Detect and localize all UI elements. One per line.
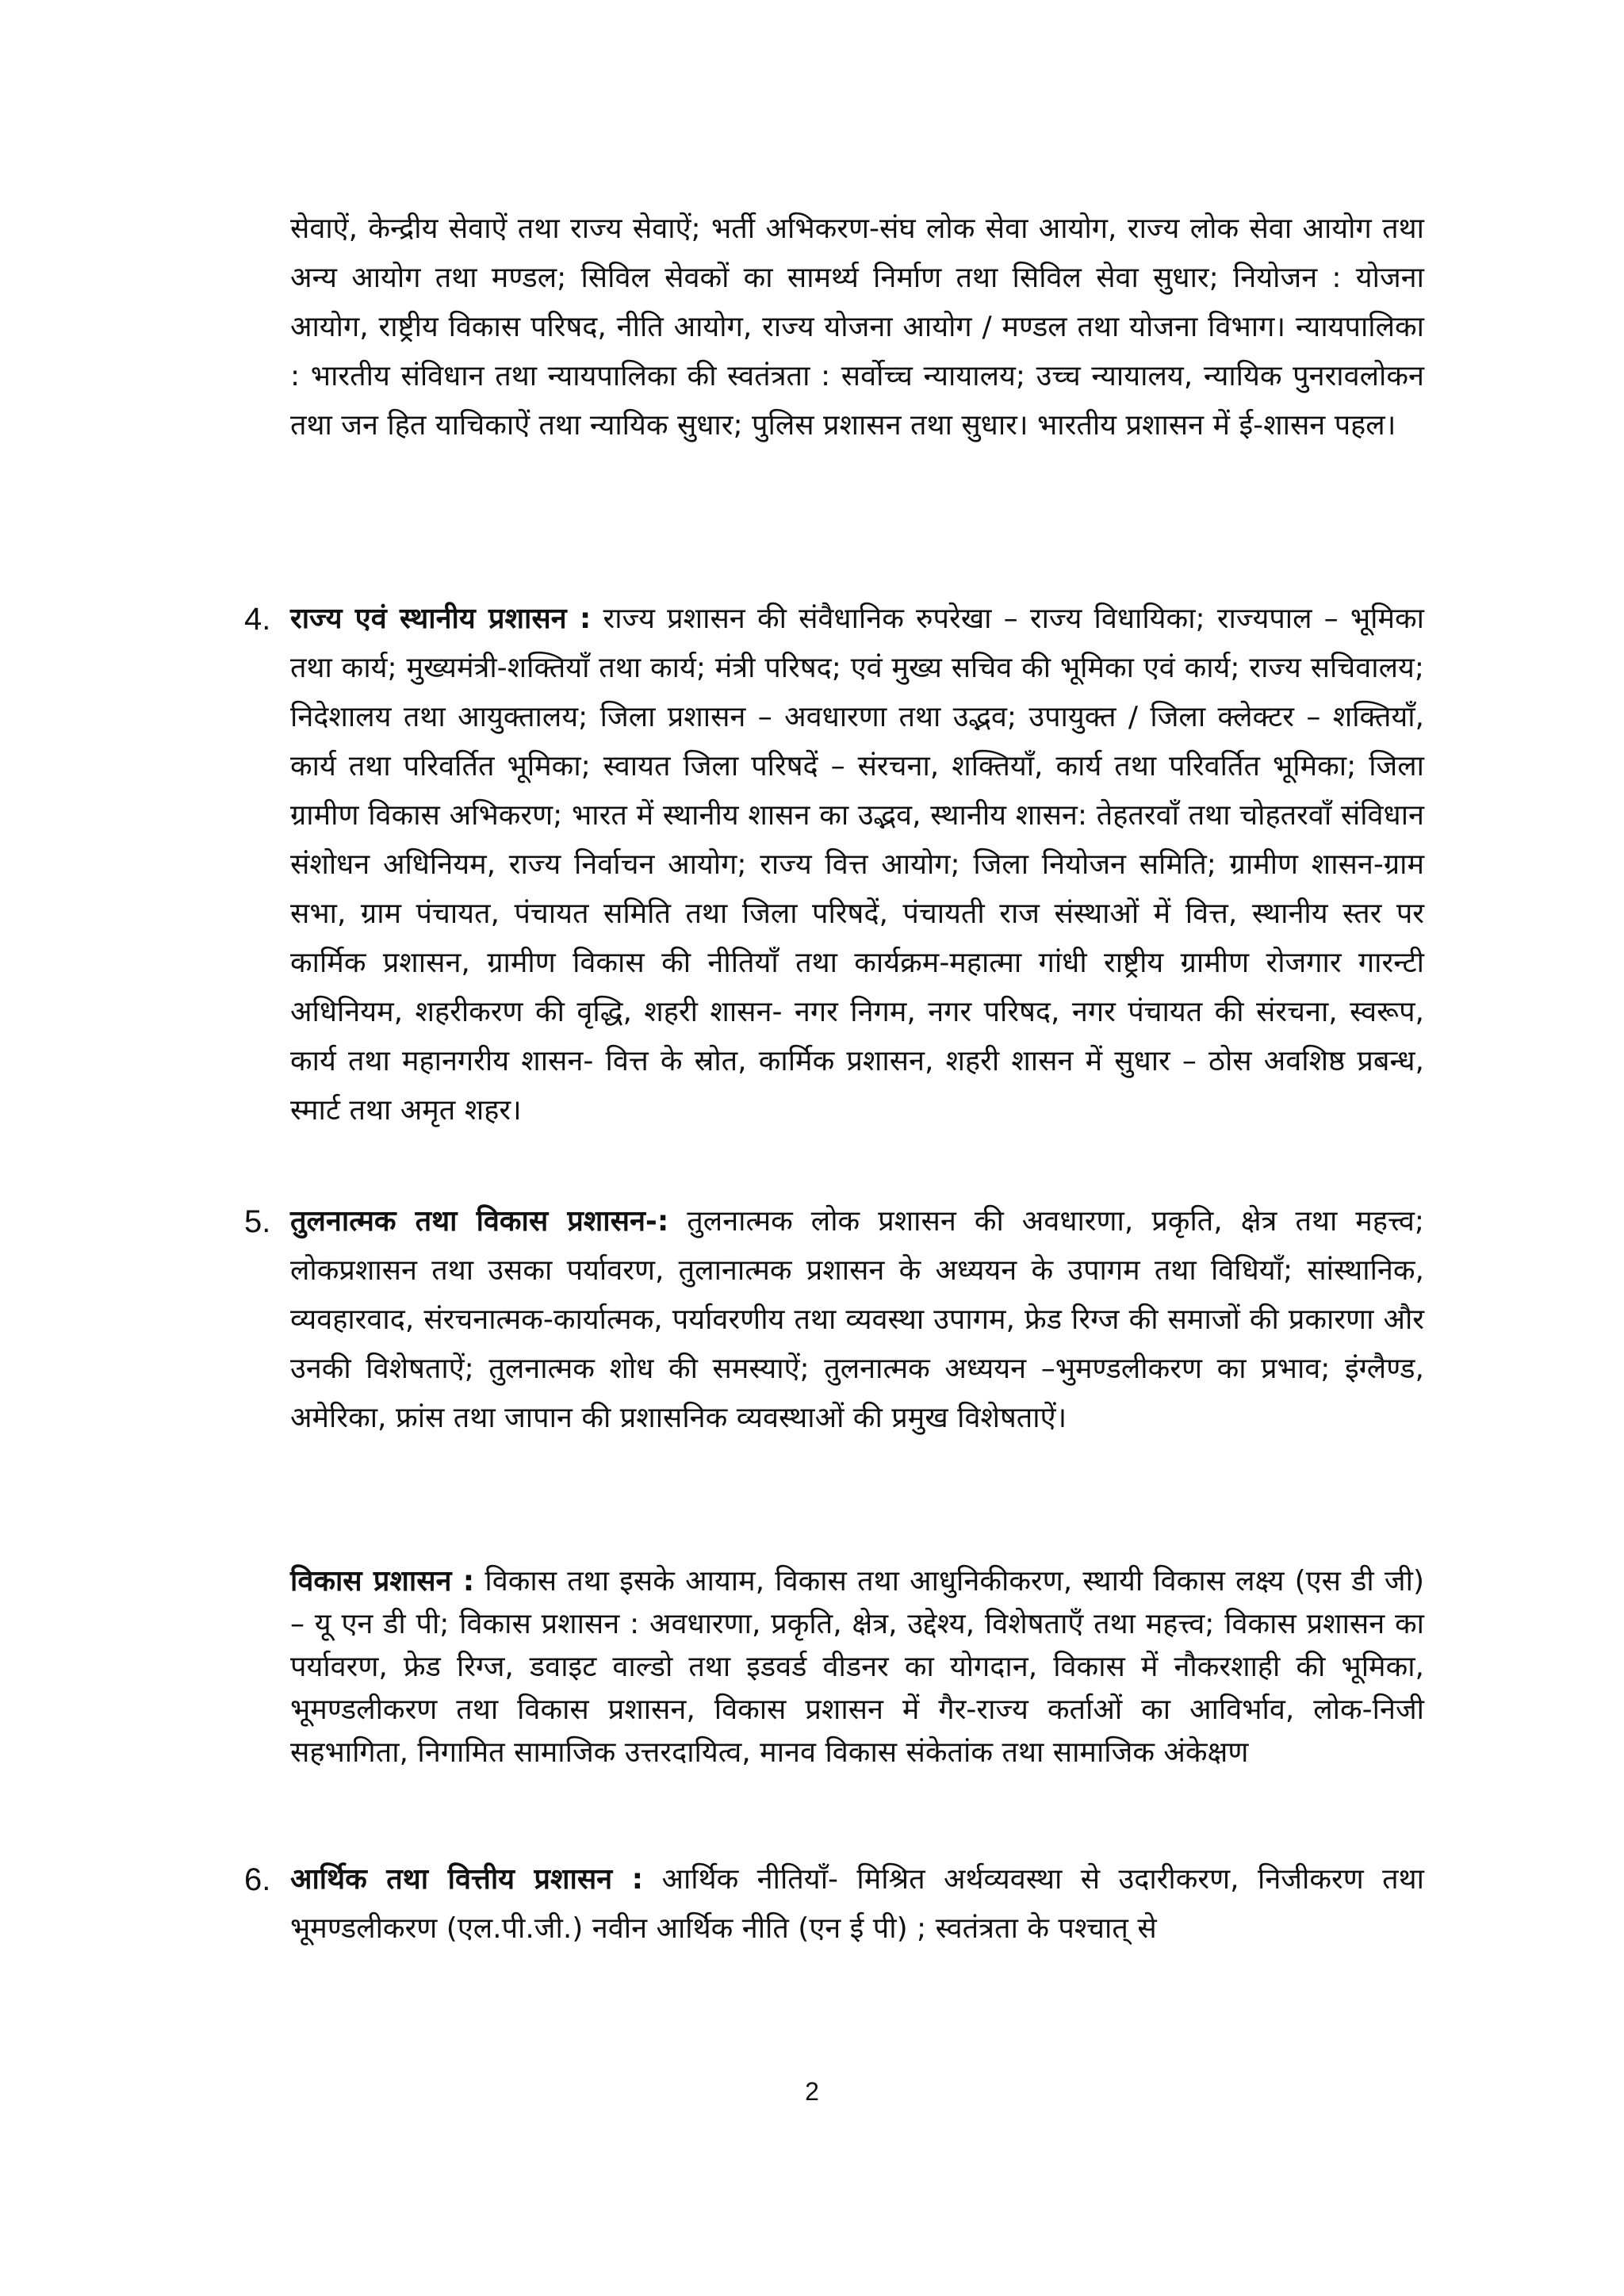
section-6-heading: आर्थिक तथा वित्तीय प्रशासन : <box>290 1863 644 1896</box>
development-admin-heading: विकास प्रशासन : <box>290 1565 475 1598</box>
intro-paragraph <box>290 205 1424 450</box>
section-5-text: तुलनात्मक लोक प्रशासन की अवधारणा, प्रकृति, क्षेत्र तथा महत्त्व; लोकप्रशासन तथा उसका पर्यावरण, तुलानात्मक प्रशासन के अध्ययन के उपागम तथा विधियाँ; सांस्थानिक, व्यवहारवाद, संरचनात्मक-कार्यात्मक, पर्यावरणीय तथा व्यवस्था उपागम, फ्रेड रिग्ज की समाजों की प्रकारणा और उनकी विशेषताऐं; तुलनात्मक शोध की समस्याऐं; तुलनात्मक अध्ययन –भुमण्डलीकरण का प्रभाव; इंग्लैण्ड, अमेरिका, फ्रांस तथा जापान की प्रशासनिक व्यवस्थाओं की प्रमुख विशेषताऐं। <box>290 1205 1424 1434</box>
section-6-text: आर्थिक नीतियाँ- मिश्रित अर्थव्यवस्था से उदारीकरण, निजीकरण तथा भूमण्डलीकरण (एल.पी.जी.) नवीन आर्थिक नीति (एन ई पी) ; स्वतंत्रता के पश्चात् से <box>290 1863 1424 1945</box>
section-5-heading: तुलनात्मक तथा विकास प्रशासन-: <box>290 1205 669 1238</box>
section-4-heading: राज्य एवं स्थानीय प्रशासन : <box>290 603 592 635</box>
section-4-number: 4. <box>244 602 271 637</box>
section-6-paragraph <box>290 1855 1424 1954</box>
section-4-text: राज्य प्रशासन की संवैधानिक रुपरेखा – राज्य विधायिका; राज्यपाल – भूमिका तथा कार्य; मुख्यमंत्री-शक्तियाँ तथा कार्य; मंत्री परिषद; एवं मुख्य सचिव की भूमिका एवं कार्य; राज्य सचिवालय; निदेशालय तथा आयुक्तालय; जिला प्रशासन – अवधारणा तथा उद्भव; उपायुक्त / जिला क्लेक्टर – शक्तियाँ, कार्य तथा परिवर्तित भूमिका; स्वायत जिला परिषदें – संरचना, शक्तियाँ, कार्य तथा परिवर्तित भूमिका; जिला ग्रामीण विकास अभिकरण; भारत में स्थानीय शासन का उद्भव, स्थानीय शासन: तेहतरवाँ तथा चोहतरवाँ संविधान संशोधन अधिनियम, राज्य निर्वाचन आयोग; राज्य वित्त आयोग; जिला नियोजन समिति; ग्रामीण शासन-ग्राम सभा, ग्राम पंचायत, पंचायत समिति तथा जिला परिषदें, पंचायती राज संस्थाओं में वित्त, स्थानीय स्तर पर कार्मिक प्रशासन, ग्रामीण विकास की नीतियाँ तथा कार्यक्रम-महात्मा गांधी राष्ट्रीय ग्रामीण रोजगार गारन्टी अधिनियम, शहरीकरण की वृद्धि, शहरी शासन- नगर निगम, नगर परिषद, नगर पंचायत की संरचना, स्वरूप, कार्य तथा महानगरीय शासन- वित्त के स्रोत, कार्मिक प्रशासन, शहरी शासन में सुधार – ठोस अवशिष्ठ प्रबन्ध, स्मार्ट तथा अमृत शहर। <box>290 603 1424 1127</box>
development-admin-text: विकास तथा इसके आयाम, विकास तथा आधुनिकीकरण, स्थायी विकास लक्ष्य (एस डी जी) – यू एन डी पी; विकास प्रशासन : अवधारणा, प्रकृति, क्षेत्र, उद्देश्य, विशेषताएँ तथा महत्त्व; विकास प्रशासन का पर्यावरण, फ्रेड रिग्ज, डवाइट वाल्डो तथा इडवर्ड वीडनर का योगदान, विकास में नौकरशाही की भूमिका, भूमण्डलीकरण तथा विकास प्रशासन, विकास प्रशासन में गैर-राज्य कर्ताओं का आविर्भाव, लोक-निजी सहभागिता, निगामित सामाजिक उत्तरदायित्व, मानव विकास संकेतांक तथा सामाजिक अंकेक्षण <box>290 1565 1424 1769</box>
page-number: 2 <box>805 2077 819 2106</box>
intro-text: सेवाऐं, केन्द्रीय सेवाऐं तथा राज्य सेवाऐं; भर्ती अभिकरण-संघ लोक सेवा आयोग, राज्य लोक सेवा आयोग तथा अन्य आयोग तथा मण्डल; सिविल सेवकों का सामर्थ्य निर्माण तथा सिविल सेवा सुधार; नियोजन : योजना आयोग, राष्ट्रीय विकास परिषद, नीति आयोग, राज्य योजना आयोग / मण्डल तथा योजना विभाग। न्यायपालिका : भारतीय संविधान तथा न्यायपालिका की स्वतंत्रता : सर्वोच्च न्यायालय; उच्च न्यायालय, न्यायिक पुनरावलोकन तथा जन हित याचिकाऐं तथा न्यायिक सुधार; पुलिस प्रशासन तथा सुधार। भारतीय प्रशासन में ई-शासन पहल। <box>290 212 1424 442</box>
development-admin-paragraph <box>290 1560 1424 1774</box>
section-5-number: 5. <box>244 1204 271 1239</box>
section-4-paragraph <box>290 595 1424 1135</box>
section-5-paragraph <box>290 1197 1424 1443</box>
section-6-number: 6. <box>244 1862 271 1897</box>
